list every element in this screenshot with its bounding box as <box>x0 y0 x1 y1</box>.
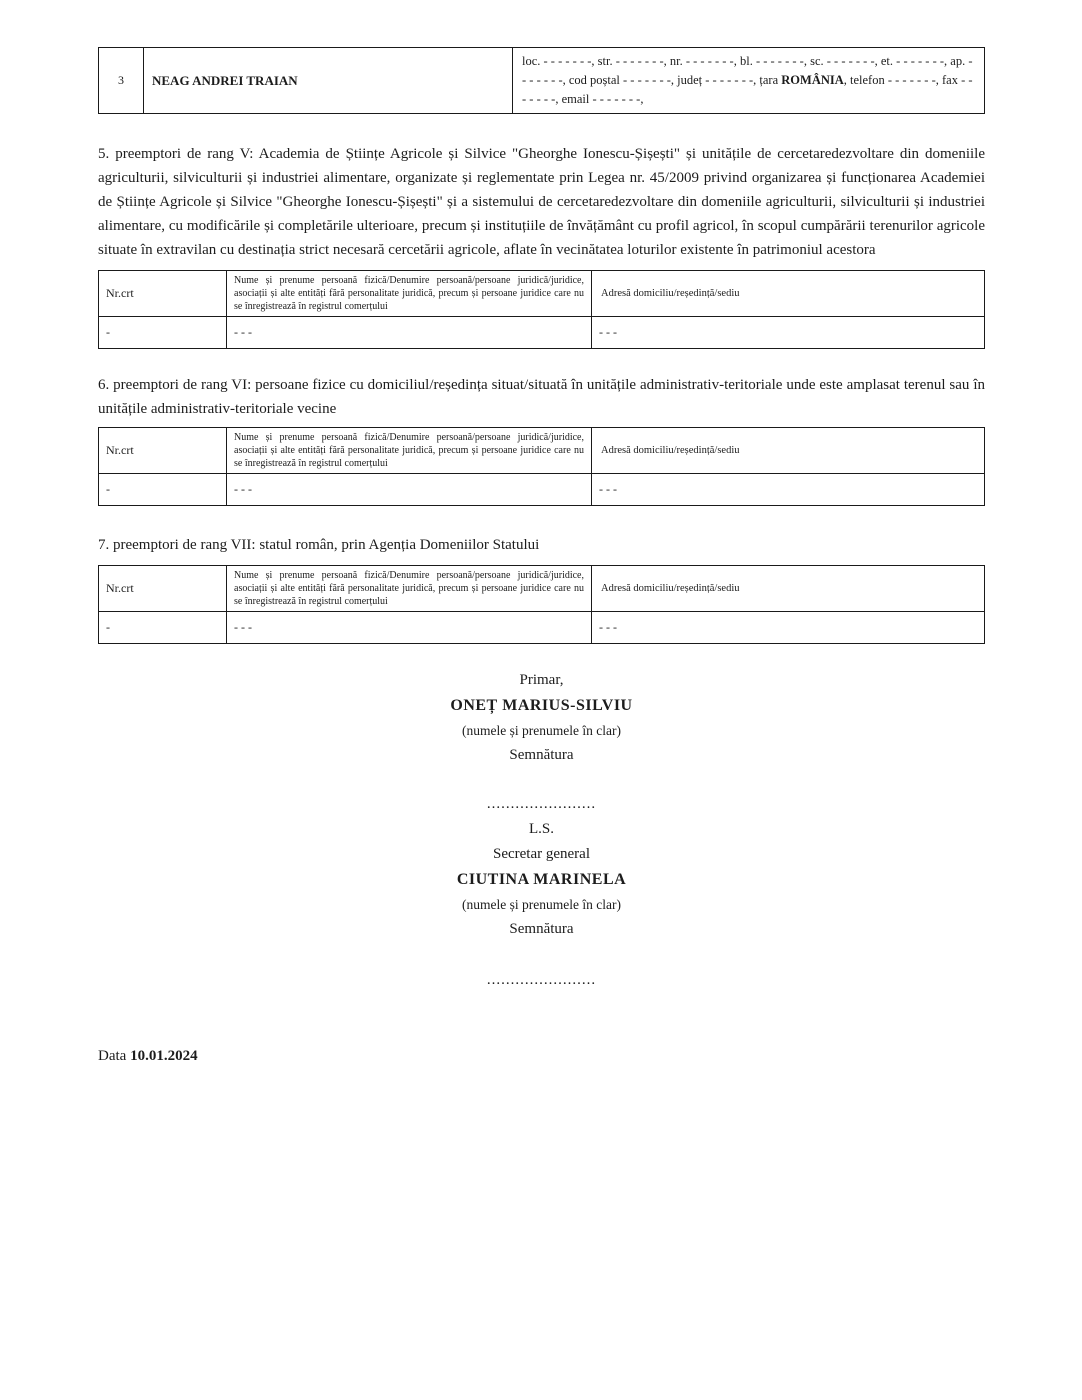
column-header-address: Adresă domiciliu/reședință/sediu <box>592 428 985 474</box>
cell-nr: - <box>99 474 227 506</box>
signature-block <box>98 668 985 993</box>
column-header-address: Adresă domiciliu/reședință/sediu <box>592 271 985 317</box>
primar-name: ONEȚ MARIUS-SILVIU <box>450 697 633 714</box>
owner-name: NEAG ANDREI TRAIAN <box>144 48 513 114</box>
table-row <box>99 48 985 114</box>
column-header-name: Nume și prenume persoană fizică/Denumire persoană/persoane juridică/juridice, asociații și alte entități fără personalitate juridică, precum și persoane juridice care nu se înregistrează în registrul comerțului <box>227 428 592 474</box>
ls-label: L.S. <box>528 821 554 837</box>
primar-signature-line: ....................... <box>486 796 597 812</box>
secretar-name-note: (numele și prenumele în clar) <box>462 897 621 912</box>
section-7-heading: 7. preemptori de rang VII: statul român, prin Agenția Domeniilor Statului <box>98 537 540 553</box>
cell-name: - - - <box>227 317 592 349</box>
cell-name: - - - <box>227 474 592 506</box>
owner-continuation-table <box>98 47 985 114</box>
preemptor-table-rank-6 <box>98 427 985 506</box>
secretar-signature-line: ....................... <box>486 972 597 988</box>
cell-address: - - - <box>592 317 985 349</box>
preemptor-table-rank-5 <box>98 270 985 349</box>
table-row <box>99 612 985 644</box>
secretar-name: CIUTINA MARINELA <box>456 871 627 888</box>
table-row <box>99 474 985 506</box>
section-5-heading: 5. preemptori de rang V: Academia de Științe Agricole și Silvice "Gheorghe Ionescu-Șișești" și unitățile de cercetaredezvoltare din domeniile agriculturii, silviculturii și industriei alimentare, organizate și reglementate prin Legea nr. 45/2009 privind organizarea și funcționarea Academiei de Științe Agricole și Silvice "Gheorghe Ionescu-Șișești" și a sistemului de cercetaredezvoltare din domeniile agriculturii, silviculturii și industriei alimentare, cu modificările și completările ulterioare, precum și instituțiile de învățământ cu profil agricol, în scopul cumpărării terenurilor agricole situate în extravilan cu destinația strict necesară cercetării agricole, aflate în vecinătatea loturilor existente în patrimoniul acestora <box>98 146 985 258</box>
column-header-nr: Nr.crt <box>99 271 227 317</box>
column-header-address: Adresă domiciliu/reședință/sediu <box>592 566 985 612</box>
preemptor-table-rank-7 <box>98 565 985 644</box>
cell-nr: - <box>99 317 227 349</box>
table-header-row <box>99 566 985 612</box>
date-value: 10.01.2024 <box>130 1048 198 1064</box>
column-header-nr: Nr.crt <box>99 566 227 612</box>
secretar-signature-label: Semnătura <box>509 921 574 937</box>
owner-address-country: ROMÂNIA <box>781 73 844 87</box>
table-header-row <box>99 428 985 474</box>
owner-row-number: 3 <box>99 48 144 114</box>
primar-signature-label: Semnătura <box>509 747 574 763</box>
column-header-name: Nume și prenume persoană fizică/Denumire persoană/persoane juridică/juridice, asociații și alte entități fără personalitate juridică, precum și persoane juridice care nu se înregistrează în registrul comerțului <box>227 566 592 612</box>
primar-title: Primar, <box>519 672 564 688</box>
secretar-title: Secretar general <box>492 846 591 862</box>
date-line <box>98 1048 985 1065</box>
owner-address-text-after: , telefon - - - - - - -, fax - - - - - - -, email - - - - - - -, <box>522 73 973 106</box>
cell-name: - - - <box>227 612 592 644</box>
date-label: Data <box>98 1048 127 1064</box>
section-6-heading: 6. preemptori de rang VI: persoane fizice cu domiciliul/reședința situat/situată în unitățile administrativ-teritoriale unde este amplasat terenul sau în unitățile administrativ-teritoriale vecine <box>98 377 985 417</box>
cell-address: - - - <box>592 612 985 644</box>
column-header-nr: Nr.crt <box>99 428 227 474</box>
table-header-row <box>99 271 985 317</box>
cell-address: - - - <box>592 474 985 506</box>
column-header-name: Nume și prenume persoană fizică/Denumire persoană/persoane juridică/juridice, asociații și alte entități fără personalitate juridică, precum și persoane juridice care nu se înregistrează în registrul comerțului <box>227 271 592 317</box>
cell-nr: - <box>99 612 227 644</box>
owner-address-text: loc. - - - - - - -, str. - - - - - - -, nr. - - - - - - -, bl. - - - - - - -, sc. - - - - - - -, et. - - - - - - -, ap. - - - - - - -, cod poștal - - - - - - -, județ - - - - - - -, țara <box>522 54 973 87</box>
table-row <box>99 317 985 349</box>
primar-name-note: (numele și prenumele în clar) <box>462 723 621 738</box>
owner-address-cell <box>513 48 985 114</box>
